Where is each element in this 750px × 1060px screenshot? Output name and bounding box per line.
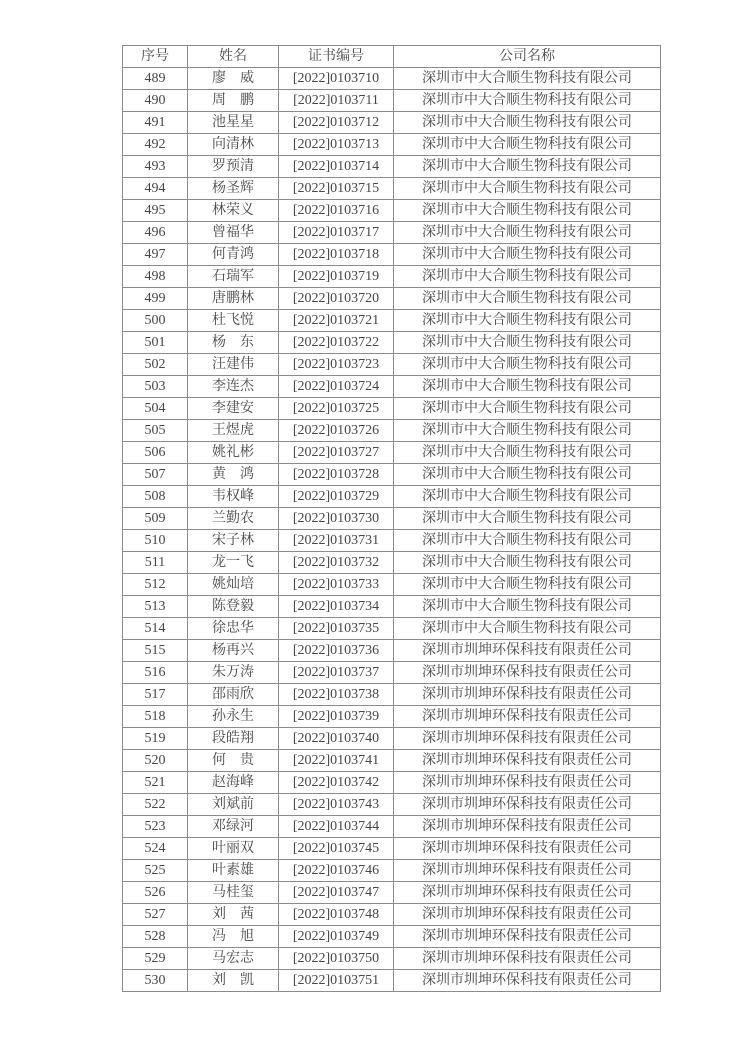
table-row: [123, 728, 661, 750]
cell-cert-number: [2022]0103748: [279, 904, 394, 926]
column-header-name: 姓名: [188, 46, 279, 68]
cell-serial: 511: [123, 552, 188, 574]
cell-cert-number: [2022]0103713: [279, 134, 394, 156]
cell-serial: 500: [123, 310, 188, 332]
cell-cert-number: [2022]0103751: [279, 970, 394, 992]
cell-serial: 514: [123, 618, 188, 640]
table-row: [123, 750, 661, 772]
cell-cert-number: [2022]0103736: [279, 640, 394, 662]
cell-serial: 489: [123, 68, 188, 90]
table-row: [123, 904, 661, 926]
cell-name: 廖 威: [188, 68, 279, 90]
cell-cert-number: [2022]0103729: [279, 486, 394, 508]
table-row: [123, 486, 661, 508]
cell-company: 深圳市中大合顺生物科技有限公司: [394, 464, 661, 486]
cell-cert-number: [2022]0103712: [279, 112, 394, 134]
cell-cert-number: [2022]0103723: [279, 354, 394, 376]
cell-company: 深圳市中大合顺生物科技有限公司: [394, 222, 661, 244]
table-row: [123, 398, 661, 420]
cell-name: 杨圣辉: [188, 178, 279, 200]
cell-name: 孙永生: [188, 706, 279, 728]
cell-company: 深圳市圳坤环保科技有限责任公司: [394, 772, 661, 794]
cell-serial: 530: [123, 970, 188, 992]
cell-cert-number: [2022]0103725: [279, 398, 394, 420]
cell-company: 深圳市中大合顺生物科技有限公司: [394, 310, 661, 332]
cell-cert-number: [2022]0103733: [279, 574, 394, 596]
certificate-table: [122, 45, 661, 992]
table-row: [123, 772, 661, 794]
cell-name: 赵海峰: [188, 772, 279, 794]
cell-serial: 519: [123, 728, 188, 750]
cell-serial: 522: [123, 794, 188, 816]
cell-name: 向清林: [188, 134, 279, 156]
cell-serial: 499: [123, 288, 188, 310]
column-header-company: 公司名称: [394, 46, 661, 68]
cell-company: 深圳市中大合顺生物科技有限公司: [394, 178, 661, 200]
cell-company: 深圳市中大合顺生物科技有限公司: [394, 420, 661, 442]
cell-serial: 497: [123, 244, 188, 266]
cell-company: 深圳市中大合顺生物科技有限公司: [394, 134, 661, 156]
cell-name: 兰勤农: [188, 508, 279, 530]
cell-cert-number: [2022]0103740: [279, 728, 394, 750]
cell-serial: 490: [123, 90, 188, 112]
table-row: [123, 222, 661, 244]
cell-cert-number: [2022]0103738: [279, 684, 394, 706]
cell-name: 王煜虎: [188, 420, 279, 442]
table-row: [123, 68, 661, 90]
cell-company: 深圳市圳坤环保科技有限责任公司: [394, 640, 661, 662]
cell-name: 徐忠华: [188, 618, 279, 640]
cell-serial: 509: [123, 508, 188, 530]
cell-company: 深圳市圳坤环保科技有限责任公司: [394, 838, 661, 860]
table-row: [123, 794, 661, 816]
cell-cert-number: [2022]0103724: [279, 376, 394, 398]
table-row: [123, 266, 661, 288]
cell-serial: 505: [123, 420, 188, 442]
cell-company: 深圳市中大合顺生物科技有限公司: [394, 442, 661, 464]
cell-company: 深圳市中大合顺生物科技有限公司: [394, 68, 661, 90]
cell-company: 深圳市圳坤环保科技有限责任公司: [394, 750, 661, 772]
cell-company: 深圳市中大合顺生物科技有限公司: [394, 332, 661, 354]
cell-company: 深圳市圳坤环保科技有限责任公司: [394, 684, 661, 706]
cell-serial: 501: [123, 332, 188, 354]
cell-name: 刘 茜: [188, 904, 279, 926]
cell-cert-number: [2022]0103737: [279, 662, 394, 684]
cell-serial: 498: [123, 266, 188, 288]
cell-name: 李连杰: [188, 376, 279, 398]
table-row: [123, 288, 661, 310]
cell-company: 深圳市中大合顺生物科技有限公司: [394, 354, 661, 376]
cell-cert-number: [2022]0103714: [279, 156, 394, 178]
cell-company: 深圳市圳坤环保科技有限责任公司: [394, 904, 661, 926]
cell-name: 姚礼彬: [188, 442, 279, 464]
cell-cert-number: [2022]0103722: [279, 332, 394, 354]
cell-cert-number: [2022]0103749: [279, 926, 394, 948]
cell-name: 黄 鸿: [188, 464, 279, 486]
table-row: [123, 640, 661, 662]
cell-serial: 504: [123, 398, 188, 420]
cell-name: 唐鹏林: [188, 288, 279, 310]
cell-company: 深圳市中大合顺生物科技有限公司: [394, 156, 661, 178]
cell-cert-number: [2022]0103726: [279, 420, 394, 442]
cell-serial: 529: [123, 948, 188, 970]
table-row: [123, 134, 661, 156]
table-header-row: [123, 46, 661, 68]
cell-serial: 492: [123, 134, 188, 156]
cell-cert-number: [2022]0103734: [279, 596, 394, 618]
cell-serial: 508: [123, 486, 188, 508]
cell-name: 周 鹏: [188, 90, 279, 112]
table-row: [123, 420, 661, 442]
table-row: [123, 90, 661, 112]
cell-cert-number: [2022]0103731: [279, 530, 394, 552]
cell-serial: 521: [123, 772, 188, 794]
cell-serial: 513: [123, 596, 188, 618]
table-row: [123, 464, 661, 486]
table-row: [123, 860, 661, 882]
cell-company: 深圳市中大合顺生物科技有限公司: [394, 552, 661, 574]
table-row: [123, 112, 661, 134]
cell-company: 深圳市圳坤环保科技有限责任公司: [394, 794, 661, 816]
cell-cert-number: [2022]0103732: [279, 552, 394, 574]
cell-name: 石瑞军: [188, 266, 279, 288]
cell-name: 姚灿培: [188, 574, 279, 596]
cell-serial: 518: [123, 706, 188, 728]
table-row: [123, 156, 661, 178]
cell-name: 陈登毅: [188, 596, 279, 618]
table-row: [123, 508, 661, 530]
cell-serial: 528: [123, 926, 188, 948]
cell-serial: 524: [123, 838, 188, 860]
cell-serial: 493: [123, 156, 188, 178]
cell-name: 杨再兴: [188, 640, 279, 662]
cell-name: 刘 凯: [188, 970, 279, 992]
cell-name: 宋子林: [188, 530, 279, 552]
cell-company: 深圳市圳坤环保科技有限责任公司: [394, 706, 661, 728]
cell-company: 深圳市中大合顺生物科技有限公司: [394, 574, 661, 596]
cell-serial: 516: [123, 662, 188, 684]
cell-cert-number: [2022]0103718: [279, 244, 394, 266]
cell-name: 汪建伟: [188, 354, 279, 376]
cell-name: 何青鸿: [188, 244, 279, 266]
cell-cert-number: [2022]0103730: [279, 508, 394, 530]
cell-cert-number: [2022]0103717: [279, 222, 394, 244]
cell-cert-number: [2022]0103743: [279, 794, 394, 816]
cell-name: 邓绿河: [188, 816, 279, 838]
cell-name: 池星星: [188, 112, 279, 134]
cell-serial: 503: [123, 376, 188, 398]
cell-name: 李建安: [188, 398, 279, 420]
cell-company: 深圳市圳坤环保科技有限责任公司: [394, 860, 661, 882]
cell-cert-number: [2022]0103742: [279, 772, 394, 794]
table-row: [123, 970, 661, 992]
cell-name: 曾福华: [188, 222, 279, 244]
cell-name: 杜飞悦: [188, 310, 279, 332]
table-row: [123, 200, 661, 222]
cell-serial: 494: [123, 178, 188, 200]
cell-company: 深圳市中大合顺生物科技有限公司: [394, 530, 661, 552]
cell-name: 冯 旭: [188, 926, 279, 948]
cell-serial: 525: [123, 860, 188, 882]
cell-name: 韦权峰: [188, 486, 279, 508]
cell-cert-number: [2022]0103739: [279, 706, 394, 728]
cell-cert-number: [2022]0103750: [279, 948, 394, 970]
cell-cert-number: [2022]0103711: [279, 90, 394, 112]
cell-serial: 507: [123, 464, 188, 486]
cell-cert-number: [2022]0103716: [279, 200, 394, 222]
cell-name: 罗预清: [188, 156, 279, 178]
cell-serial: 520: [123, 750, 188, 772]
table-row: [123, 310, 661, 332]
cell-company: 深圳市中大合顺生物科技有限公司: [394, 244, 661, 266]
column-header-serial: 序号: [123, 46, 188, 68]
cell-cert-number: [2022]0103745: [279, 838, 394, 860]
cell-company: 深圳市中大合顺生物科技有限公司: [394, 486, 661, 508]
cell-name: 龙一飞: [188, 552, 279, 574]
cell-name: 叶丽双: [188, 838, 279, 860]
cell-serial: 526: [123, 882, 188, 904]
cell-company: 深圳市中大合顺生物科技有限公司: [394, 288, 661, 310]
cell-cert-number: [2022]0103746: [279, 860, 394, 882]
cell-company: 深圳市中大合顺生物科技有限公司: [394, 508, 661, 530]
table-row: [123, 244, 661, 266]
cell-company: 深圳市中大合顺生物科技有限公司: [394, 398, 661, 420]
table-row: [123, 618, 661, 640]
table-row: [123, 706, 661, 728]
cell-name: 段皓翔: [188, 728, 279, 750]
cell-cert-number: [2022]0103715: [279, 178, 394, 200]
cell-name: 马宏志: [188, 948, 279, 970]
cell-name: 刘斌前: [188, 794, 279, 816]
table-row: [123, 530, 661, 552]
cell-serial: 512: [123, 574, 188, 596]
table-row: [123, 354, 661, 376]
cell-company: 深圳市圳坤环保科技有限责任公司: [394, 662, 661, 684]
table-row: [123, 926, 661, 948]
table-row: [123, 574, 661, 596]
table-row: [123, 684, 661, 706]
cell-name: 邵雨欣: [188, 684, 279, 706]
cell-serial: 502: [123, 354, 188, 376]
cell-serial: 515: [123, 640, 188, 662]
cell-company: 深圳市中大合顺生物科技有限公司: [394, 266, 661, 288]
table-row: [123, 178, 661, 200]
cell-company: 深圳市中大合顺生物科技有限公司: [394, 200, 661, 222]
cell-company: 深圳市圳坤环保科技有限责任公司: [394, 926, 661, 948]
cell-name: 林荣义: [188, 200, 279, 222]
cell-name: 何 贵: [188, 750, 279, 772]
cell-name: 朱万涛: [188, 662, 279, 684]
cell-cert-number: [2022]0103728: [279, 464, 394, 486]
cell-company: 深圳市圳坤环保科技有限责任公司: [394, 816, 661, 838]
table-row: [123, 376, 661, 398]
cell-serial: 527: [123, 904, 188, 926]
cell-serial: 491: [123, 112, 188, 134]
table-row: [123, 948, 661, 970]
cell-cert-number: [2022]0103710: [279, 68, 394, 90]
cell-serial: 506: [123, 442, 188, 464]
table-row: [123, 838, 661, 860]
cell-serial: 523: [123, 816, 188, 838]
cell-name: 杨 东: [188, 332, 279, 354]
cell-company: 深圳市圳坤环保科技有限责任公司: [394, 948, 661, 970]
table-row: [123, 552, 661, 574]
table-row: [123, 596, 661, 618]
cell-name: 马桂玺: [188, 882, 279, 904]
cell-name: 叶素雄: [188, 860, 279, 882]
table-row: [123, 882, 661, 904]
cell-company: 深圳市中大合顺生物科技有限公司: [394, 596, 661, 618]
cell-company: 深圳市圳坤环保科技有限责任公司: [394, 970, 661, 992]
table-row: [123, 816, 661, 838]
cell-company: 深圳市中大合顺生物科技有限公司: [394, 376, 661, 398]
table-row: [123, 332, 661, 354]
table-row: [123, 442, 661, 464]
cell-company: 深圳市圳坤环保科技有限责任公司: [394, 728, 661, 750]
column-header-cert: 证书编号: [279, 46, 394, 68]
cell-company: 深圳市中大合顺生物科技有限公司: [394, 618, 661, 640]
cell-company: 深圳市圳坤环保科技有限责任公司: [394, 882, 661, 904]
cell-cert-number: [2022]0103741: [279, 750, 394, 772]
cell-serial: 496: [123, 222, 188, 244]
table-row: [123, 662, 661, 684]
cell-cert-number: [2022]0103735: [279, 618, 394, 640]
cell-cert-number: [2022]0103721: [279, 310, 394, 332]
cell-cert-number: [2022]0103719: [279, 266, 394, 288]
cell-serial: 510: [123, 530, 188, 552]
cell-serial: 495: [123, 200, 188, 222]
cell-cert-number: [2022]0103744: [279, 816, 394, 838]
cell-cert-number: [2022]0103727: [279, 442, 394, 464]
cell-serial: 517: [123, 684, 188, 706]
cell-company: 深圳市中大合顺生物科技有限公司: [394, 112, 661, 134]
cell-cert-number: [2022]0103720: [279, 288, 394, 310]
cell-cert-number: [2022]0103747: [279, 882, 394, 904]
cell-company: 深圳市中大合顺生物科技有限公司: [394, 90, 661, 112]
